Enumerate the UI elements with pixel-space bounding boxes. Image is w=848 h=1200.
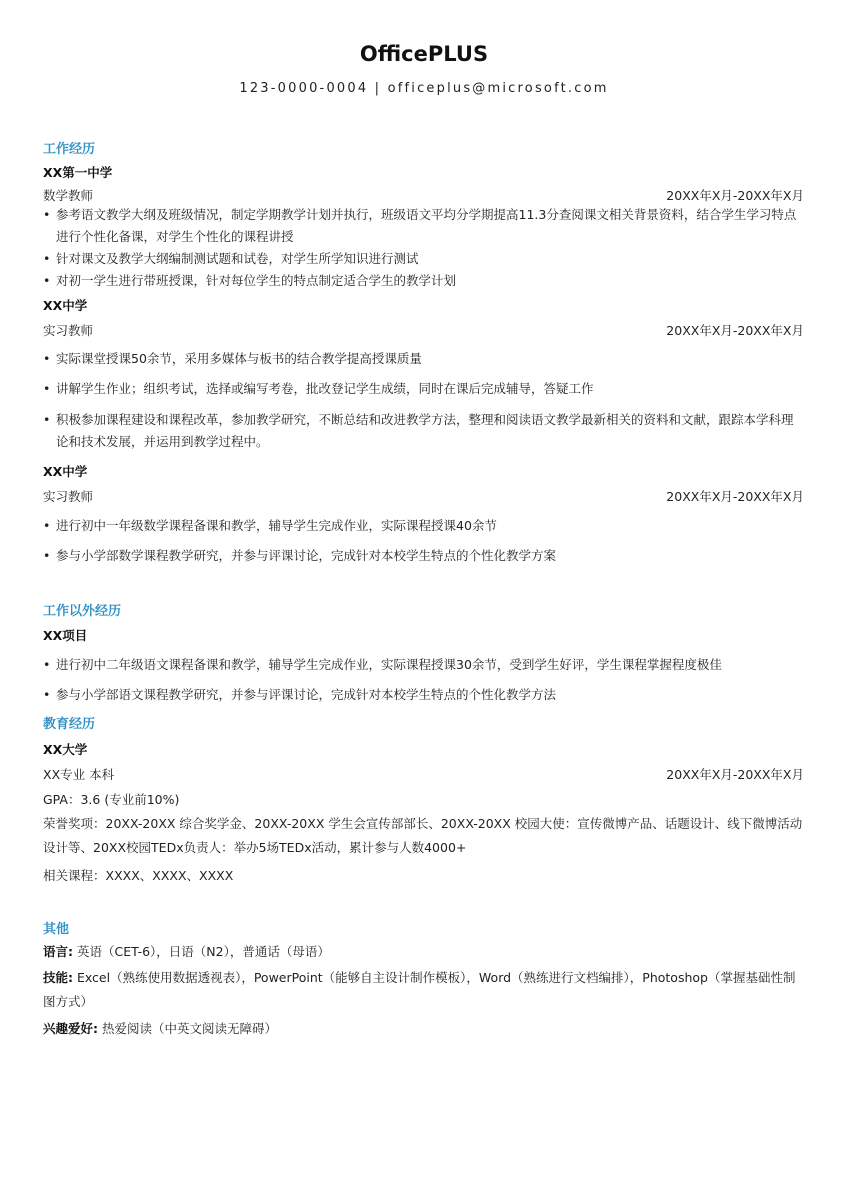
work-org-1: XX第一中学 [43, 165, 113, 180]
work-bullet-3-1: • 进行初中一年级数学课程备课和教学，辅导学生完成作业，实际课程授课40余节 [43, 515, 805, 537]
work-bullet-1-3: • 对初一学生进行带班授课，针对每位学生的特点制定适合学生的教学计划 [43, 270, 805, 292]
work-role-2: 实习教师 [43, 323, 94, 338]
work-bullet-3-2: • 参与小学部数学课程教学研究，并参与评课讨论，完成针对本校学生特点的个性化教学方案 [43, 545, 805, 567]
other-skills [43, 966, 805, 1014]
hobby-value: 热爱阅读（中英文阅读无障碍） [98, 1021, 277, 1036]
extra-bullet-1: • 进行初中二年级语文课程备课和教学，辅导学生完成作业，实际课程授课30余节，受到学生好评，学生课程掌握程度极佳 [43, 654, 805, 676]
other-hobby [43, 1017, 805, 1041]
skills-value: Excel（熟练使用数据透视表），PowerPoint（能够自主设计制作模板），Word（熟练进行文档编排），Photoshop（掌握基础性制图方式） [43, 970, 796, 1009]
education-date: 20XX年X月-20XX年X月 [666, 767, 804, 782]
other-language [43, 940, 805, 964]
work-org-2: XX中学 [43, 298, 88, 313]
work-bullet-1-1: • 参考语文教学大纲及班级情况，制定学期教学计划并执行，班级语文平均分学期提高11.3分查阅课文相关背景资料，结合学生学习特点进行个性化备课，对学生个性化的课程讲授 [43, 204, 805, 248]
education-org: XX大学 [43, 742, 88, 757]
education-gpa: GPA：3.6 (专业前10%) [43, 792, 180, 807]
skills-label: 技能: [43, 970, 73, 985]
work-bullet-1-2: • 针对课文及教学大纲编制测试题和试卷，对学生所学知识进行测试 [43, 248, 805, 270]
education-honors: 荣誉奖项：20XX-20XX 综合奖学金、20XX-20XX 学生会宣传部部长、20XX-20XX 校园大使：宣传微博产品、话题设计、线下微博活动设计等、20XX校园TEDx负责人：举办5场TEDx活动，累计参与人数4000+ [43, 816, 803, 855]
work-bullet-2-2: • 讲解学生作业；组织考试，选择或编写考卷，批改登记学生成绩，同时在课后完成辅导，答疑工作 [43, 378, 805, 400]
work-date-1: 20XX年X月-20XX年X月 [666, 188, 804, 203]
education-courses: 相关课程：XXXX、XXXX、XXXX [43, 868, 234, 883]
work-date-3: 20XX年X月-20XX年X月 [666, 489, 804, 504]
extra-org: XX项目 [43, 628, 88, 643]
hobby-label: 兴趣爱好: [43, 1021, 98, 1036]
work-role-3: 实习教师 [43, 489, 94, 504]
contact-line: 123-0000-0004 | officeplus@microsoft.com [239, 81, 609, 96]
work-role-1: 数学教师 [43, 188, 94, 203]
work-org-3: XX中学 [43, 464, 88, 479]
candidate-name: OfficePLUS [359, 42, 489, 66]
section-title-other: 其他 [43, 922, 70, 937]
work-bullet-2-3: • 积极参加课程建设和课程改革，参加教学研究，不断总结和改进教学方法，整理和阅读语文教学最新相关的资料和文献，跟踪本学科理论和技术发展，并运用到教学过程中。 [43, 409, 805, 453]
language-label: 语言: [43, 944, 73, 959]
section-title-extra: 工作以外经历 [43, 604, 122, 619]
section-title-education: 教育经历 [43, 717, 96, 732]
work-date-2: 20XX年X月-20XX年X月 [666, 323, 804, 338]
education-major: XX专业 本科 [43, 767, 115, 782]
work-bullet-2-1: • 实际课堂授课50余节，采用多媒体与板书的结合教学提高授课质量 [43, 348, 805, 370]
section-title-work: 工作经历 [43, 142, 96, 157]
extra-bullet-2: • 参与小学部语文课程教学研究，并参与评课讨论，完成针对本校学生特点的个性化教学方法 [43, 684, 805, 706]
language-value: 英语（CET-6），日语（N2），普通话（母语） [73, 944, 330, 959]
